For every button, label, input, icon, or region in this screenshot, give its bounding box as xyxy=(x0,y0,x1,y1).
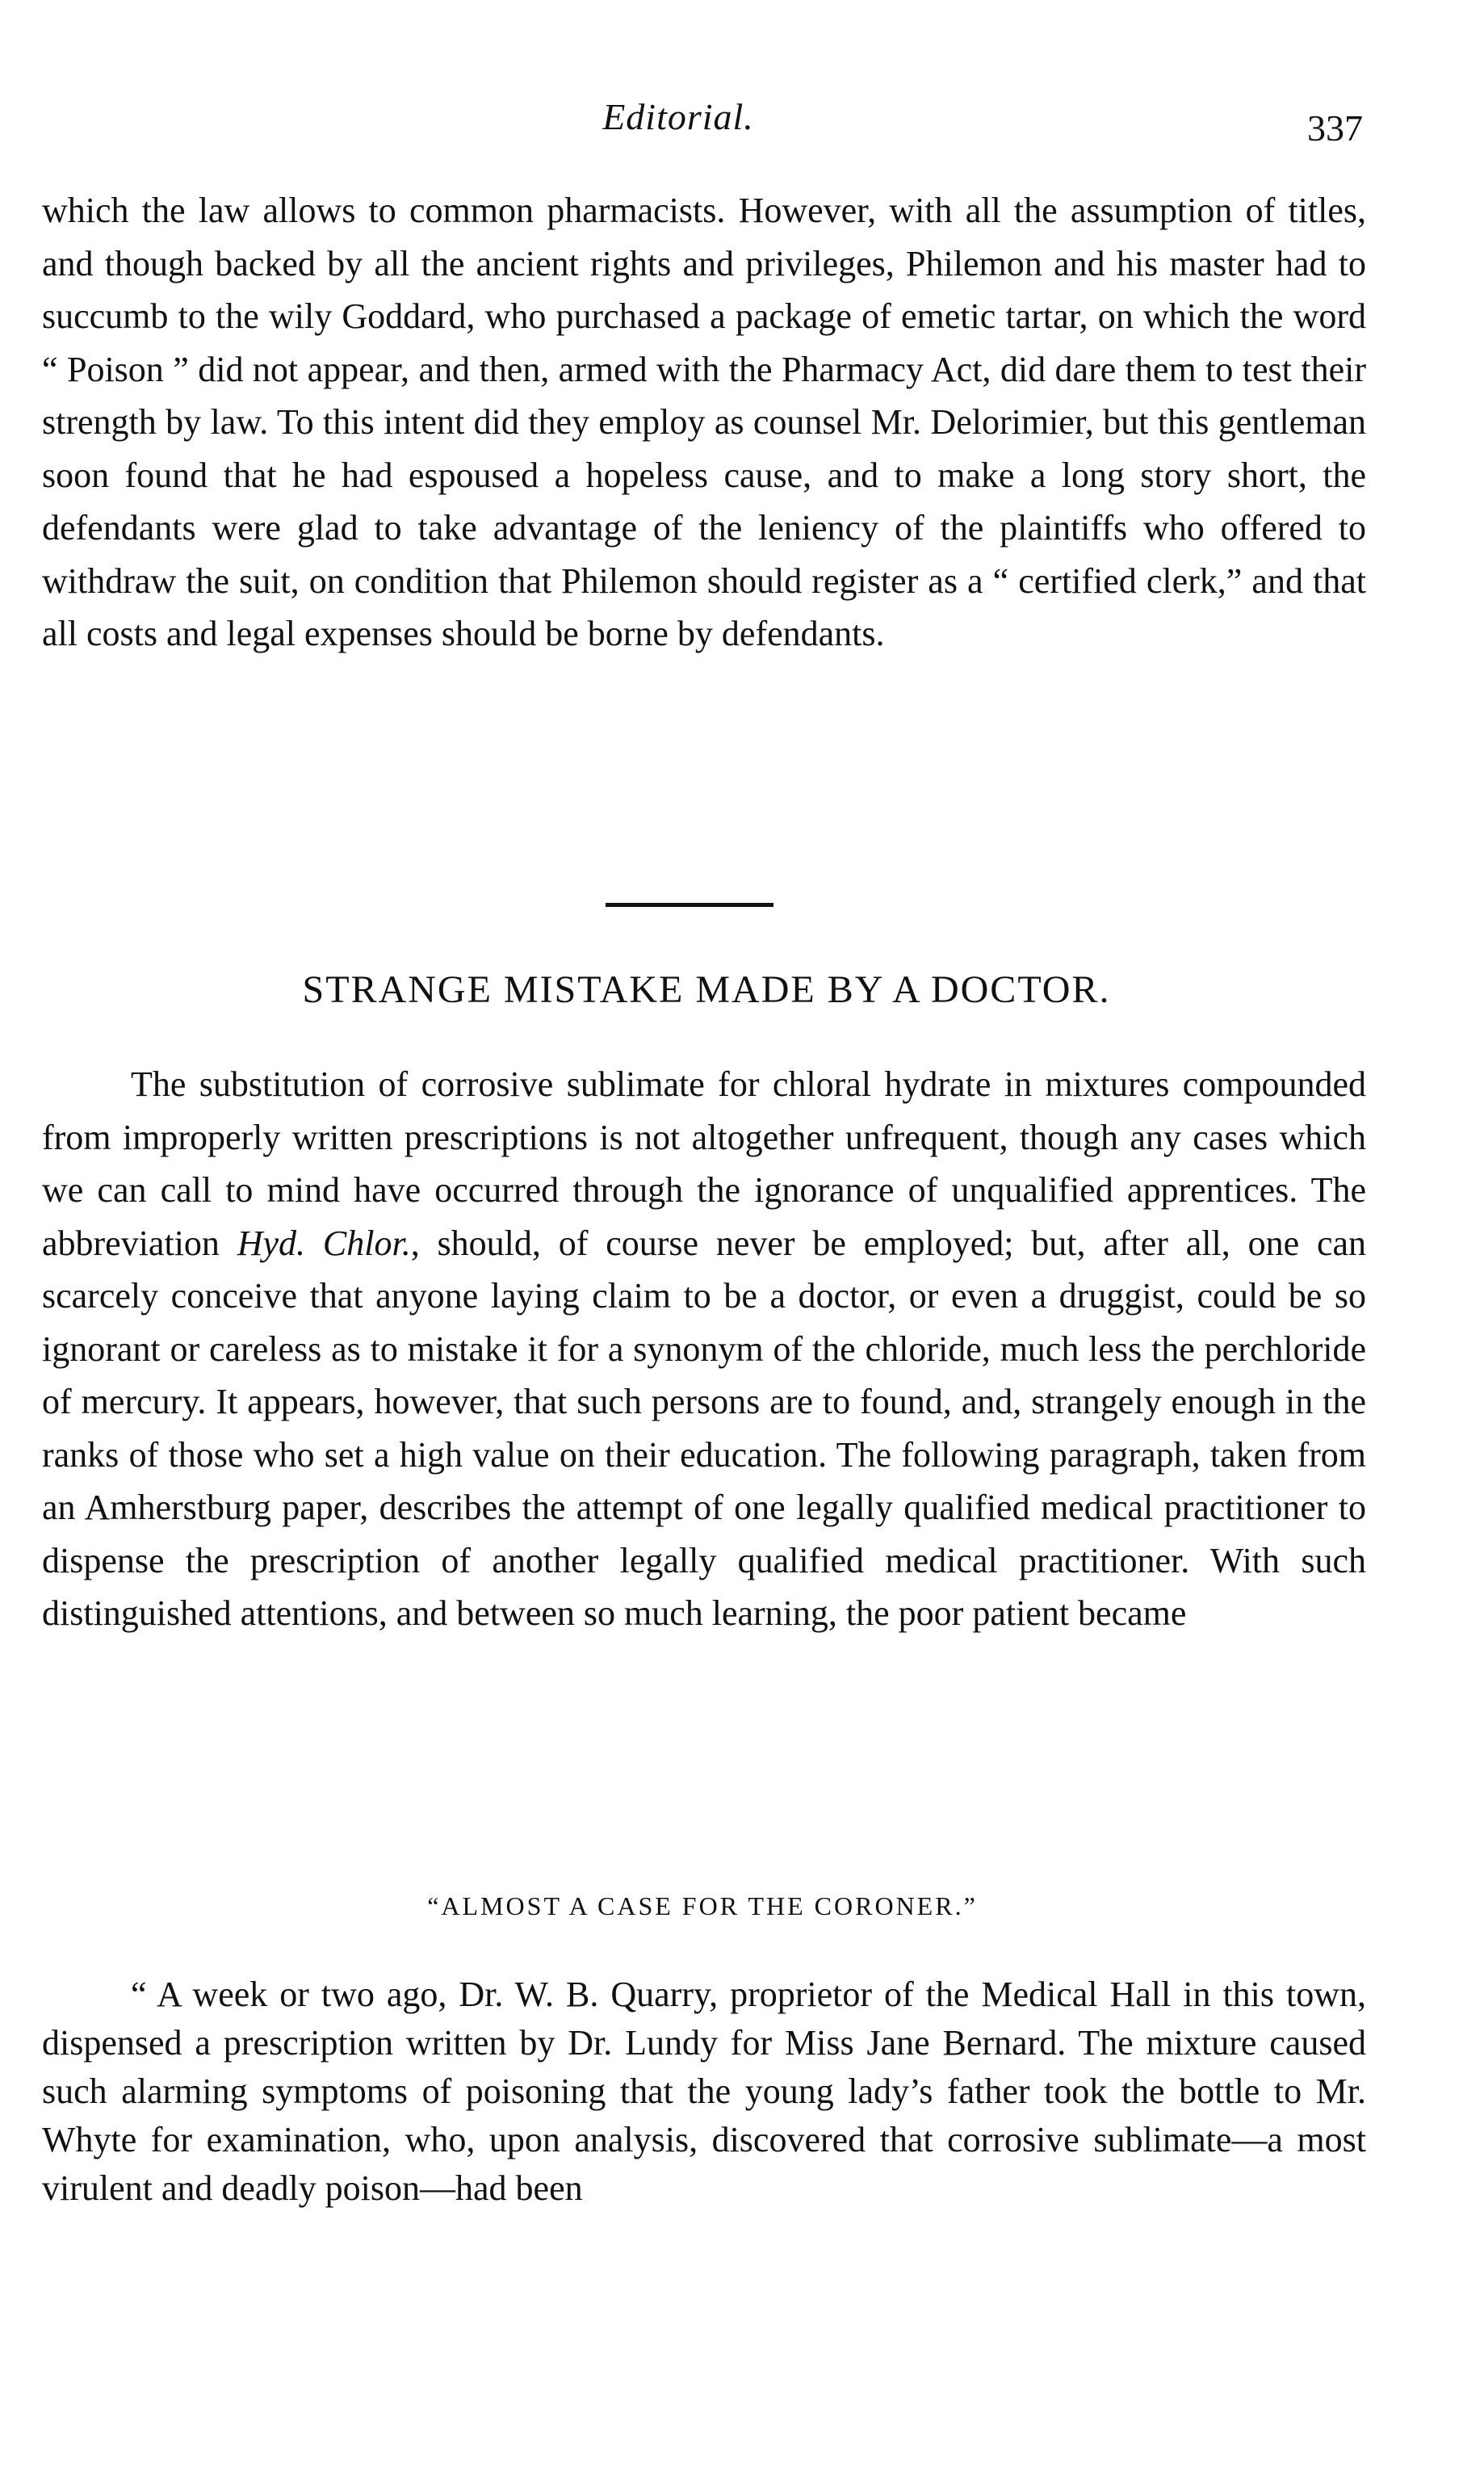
page-number: 337 xyxy=(1307,107,1363,149)
continuation-paragraph: which the law allows to common pharmacists. However, with all the assumption of titles, and though backed by all the ancient rights and privileges, Philemon and his master had to succumb to the wily Goddard, who purchased a package of emetic tartar, on which the word “ Poison ” did not appear, and then, armed with the Pharmacy Act, did dare them to test their strength by law. To this intent did they employ as counsel Mr. Delorimier, but this gentleman soon found that he had espoused a hopeless cause, and to make a long story short, the defendants were glad to take advantage of the leniency of the plaintiffs who offered to withdraw the suit, on condition that Philemon should register as a “ certified clerk,” and that all costs and legal expenses should be borne by defendants. xyxy=(42,191,1366,653)
quoted-heading: “ALMOST A CASE FOR THE CORONER.” xyxy=(427,1891,978,1920)
running-title: Editorial. xyxy=(602,96,754,137)
italic-abbreviation: Hyd. Chlor. xyxy=(237,1223,411,1263)
running-head xyxy=(0,95,1484,152)
quoted-paragraph: “ A week or two ago, Dr. W. B. Quarry, proprietor of the Medical Hall in this town, dispensed a prescription written by Dr. Lundy for Miss Jane Bernard. The mixture caused such alarming symptoms of poisoning that the young lady’s father took the bottle to Mr. Whyte for examination, who, upon analysis, discovered that corrosive sublimate—a most virulent and deadly poison—had been xyxy=(42,1975,1366,2208)
article-paragraph xyxy=(42,1058,1366,1640)
section-divider xyxy=(606,903,773,907)
paragraph-text-after-italic: , should, of course never be employed; but, after all, one can scarcely conceive that anyone laying claim to be a doctor, or even a druggist, could be so ignorant or careless as to mistake it for a synonym of the chloride, much less the perchloride of mercury. It appears, however, that such persons are to found, and, strangely enough in the ranks of those who set a high value on their education. The following paragraph, taken from an Amherstburg paper, describes the attempt of one legally qualified medical practitioner to dispense the prescription of another legally qualified medical practitioner. With such distinguished attentions, and between so much learning, the poor patient became xyxy=(42,1223,1366,1633)
article-title: STRANGE MISTAKE MADE BY A DOCTOR. xyxy=(302,968,1111,1011)
paragraph-text-before-italic: The substitution of corrosive sublimate for chloral hydrate in mixtures compounded from improperly written prescriptions is not altogether unfrequent, though any cases which we can call to mind have occurred through the ignorance of unqualified apprentices. The abbreviation xyxy=(42,1064,1366,1263)
